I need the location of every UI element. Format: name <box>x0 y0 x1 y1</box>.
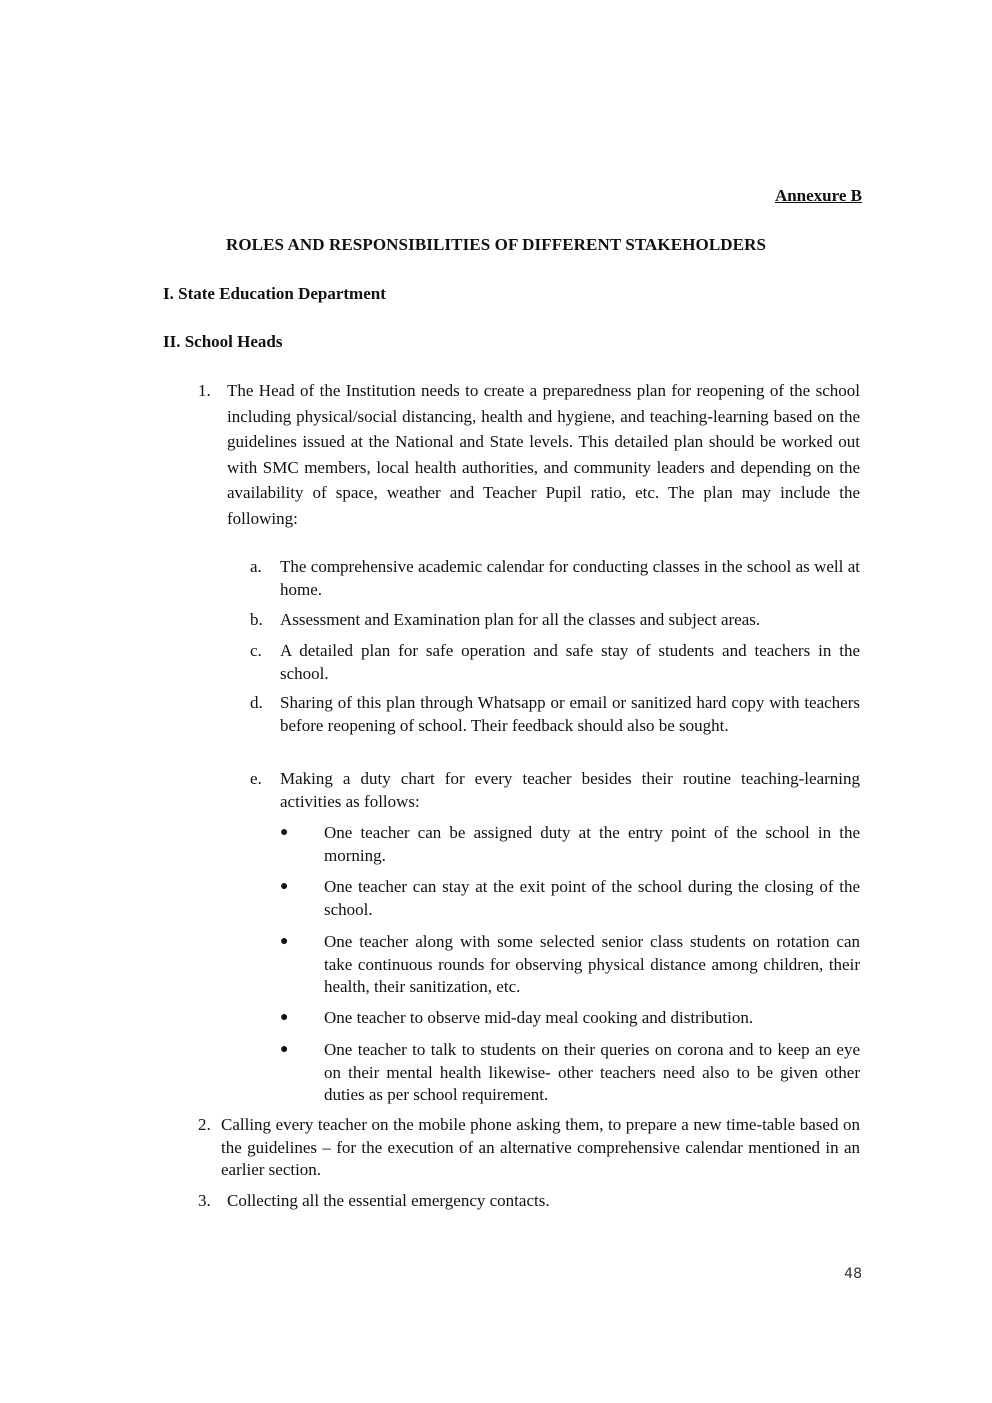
list-item-text: Calling every teacher on the mobile phone asking them, to prepare a new time-table based on the guidelines – for the execution of an alternative comprehensive calendar mentioned in an earlier section. <box>221 1115 860 1179</box>
sub-item-d <box>250 692 860 737</box>
bullet-text: One teacher to observe mid-day meal cooking and distribution. <box>324 1008 754 1027</box>
section-heading-school-heads: II. School Heads <box>163 332 283 351</box>
sub-item-text: The comprehensive academic calendar for conducting classes in the school as well at home. <box>280 557 860 599</box>
bullet-item-3 <box>280 931 860 999</box>
sub-item-letter: e. <box>250 769 262 788</box>
bullet-text: One teacher along with some selected senior class students on rotation can take continuous rounds for observing physical distance among children, their health, their sanitization, etc. <box>324 932 860 996</box>
sub-item-letter: b. <box>250 610 263 629</box>
sub-item-text: Assessment and Examination plan for all the classes and subject areas. <box>280 610 761 629</box>
page-title: ROLES AND RESPONSIBILITIES OF DIFFERENT STAKEHOLDERS <box>225 235 767 254</box>
sub-item-letter: c. <box>250 641 262 660</box>
list-item-text: Collecting all the essential emergency contacts. <box>227 1191 550 1210</box>
list-item-number: 3. <box>198 1191 211 1210</box>
sub-item-c <box>250 640 860 685</box>
sub-item-text: Making a duty chart for every teacher besides their routine teaching-learning activities as follows: <box>280 769 860 811</box>
bullet-text: One teacher can stay at the exit point of the school during the closing of the school. <box>324 877 860 919</box>
annexure-label: Annexure B <box>774 186 862 205</box>
sub-item-a <box>250 556 860 601</box>
bullet-text: One teacher can be assigned duty at the entry point of the school in the morning. <box>324 823 860 865</box>
list-item-2 <box>198 1114 860 1182</box>
list-item-number: 1. <box>198 381 211 400</box>
bullet-icon: ● <box>280 1042 289 1057</box>
bullet-text: One teacher to talk to students on their queries on corona and to keep an eye on their mental health likewise- other teachers need also to be given other duties as per school requirement. <box>324 1040 860 1104</box>
bullet-icon: ● <box>280 934 289 949</box>
list-item-3 <box>198 1190 860 1213</box>
page-number: 48 <box>844 1266 862 1282</box>
bullet-item-5 <box>280 1039 860 1107</box>
sub-item-letter: d. <box>250 693 263 712</box>
list-item-1 <box>198 378 860 532</box>
sub-item-text: Sharing of this plan through Whatsapp or email or sanitized hard copy with teachers before reopening of school. Their feedback should also be sought. <box>280 693 860 735</box>
list-item-number: 2. <box>198 1115 211 1134</box>
bullet-item-4 <box>280 1007 860 1030</box>
bullet-item-2 <box>280 876 860 921</box>
section-heading-state-education: I. State Education Department <box>163 284 386 303</box>
bullet-item-1 <box>280 822 860 867</box>
bullet-icon: ● <box>280 1010 289 1025</box>
bullet-icon: ● <box>280 879 289 894</box>
sub-item-text: A detailed plan for safe operation and safe stay of students and teachers in the school. <box>280 641 860 683</box>
bullet-icon: ● <box>280 825 289 840</box>
sub-item-letter: a. <box>250 557 262 576</box>
sub-item-b <box>250 609 860 632</box>
sub-item-e <box>250 768 860 813</box>
list-item-text: The Head of the Institution needs to create a preparedness plan for reopening of the school including physical/social distancing, health and hygiene, and teaching-learning based on the guidelines issued at the National and State levels. This detailed plan should be worked out with SMC members, local health authorities, and community leaders and depending on the availability of space, weather and Teacher Pupil ratio, etc. The plan may include the following: <box>227 381 860 528</box>
